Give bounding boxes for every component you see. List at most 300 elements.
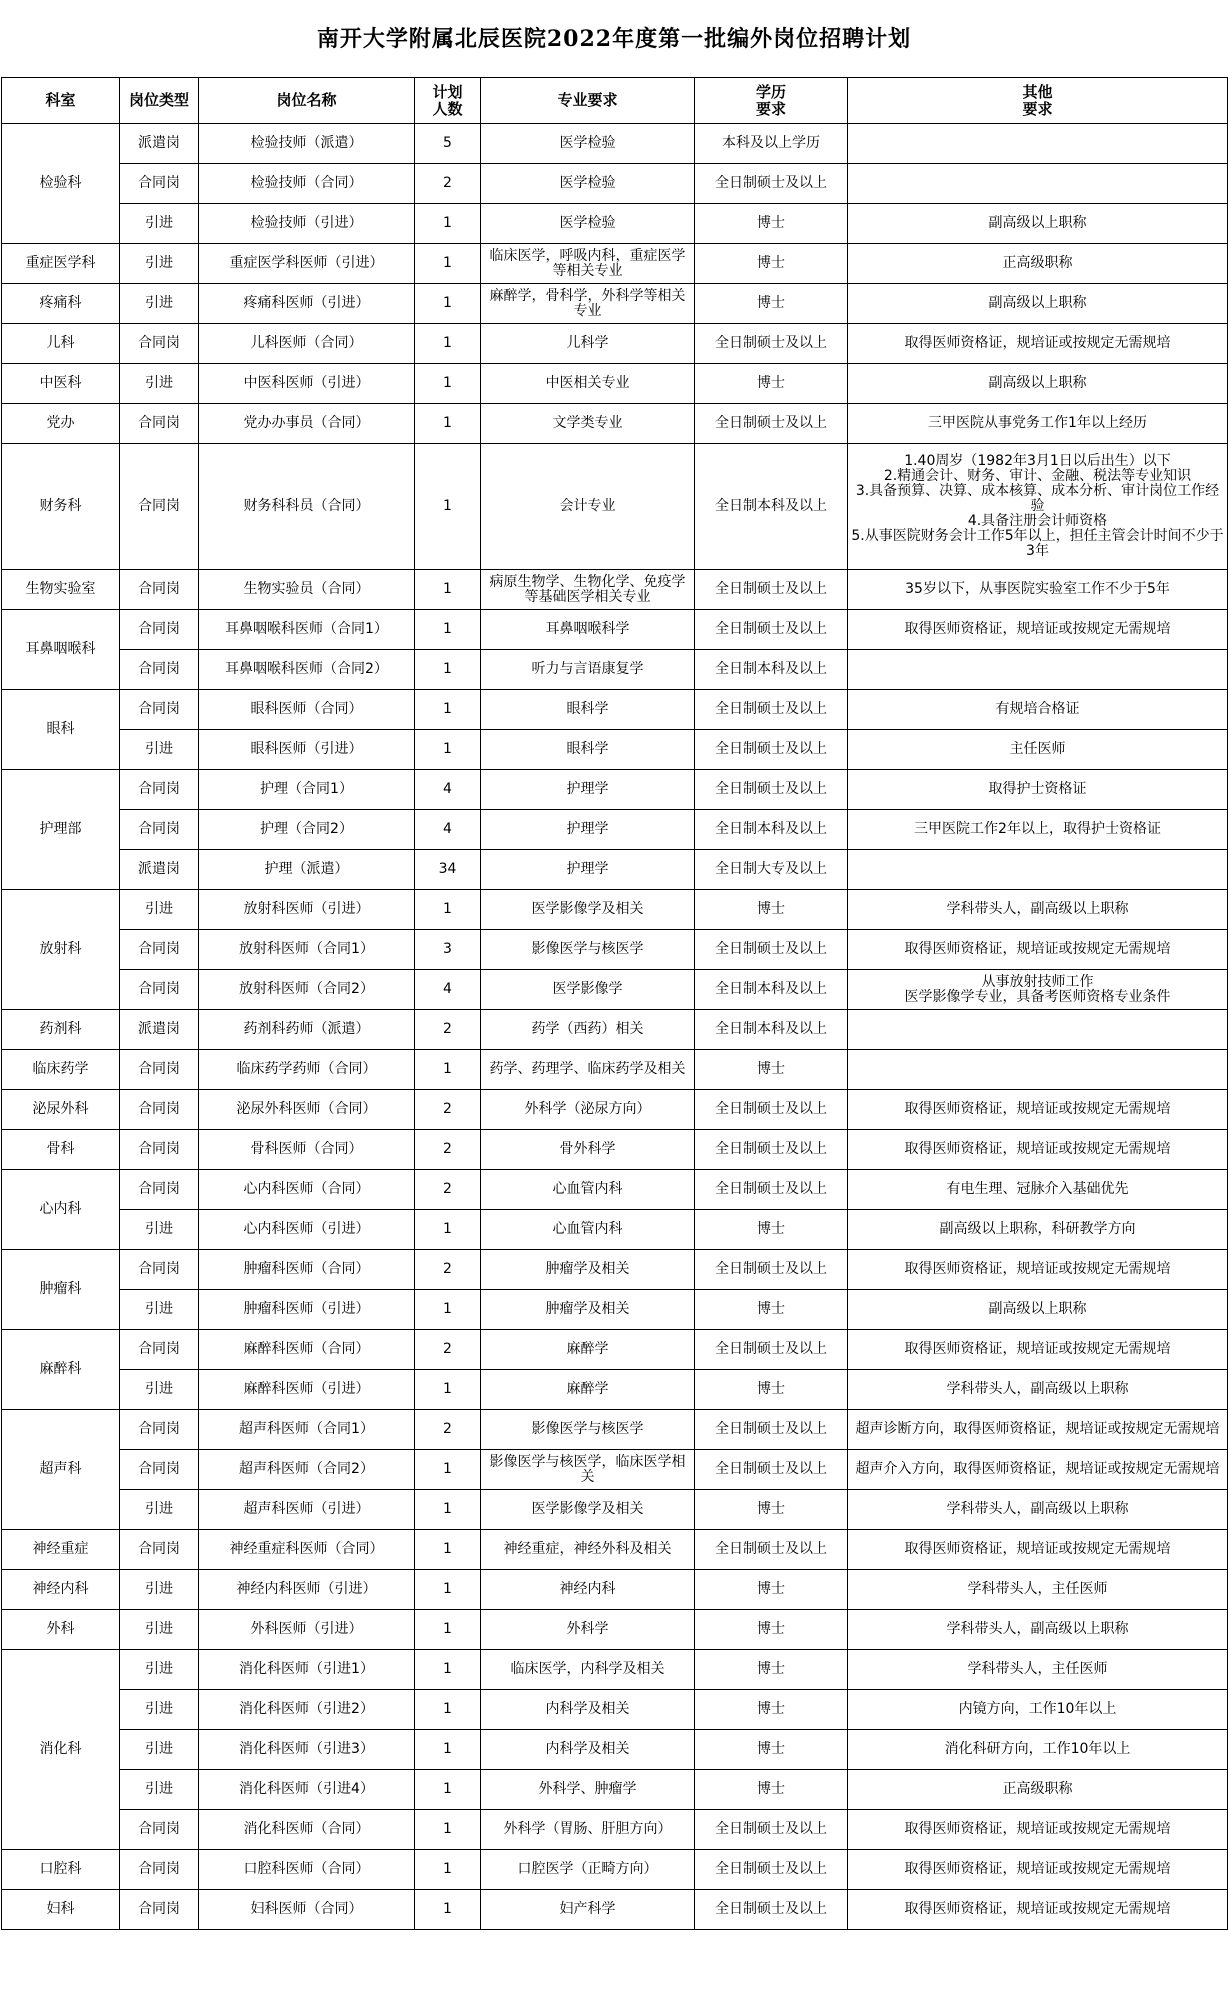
education-cell: 博士 — [695, 1490, 848, 1530]
post-type-cell: 合同岗 — [120, 1330, 199, 1370]
major-requirement-cell: 眼科学 — [481, 730, 695, 770]
table-row — [2, 1570, 1228, 1610]
department-cell: 耳鼻咽喉科 — [2, 610, 120, 690]
plan-count-cell: 2 — [415, 1090, 481, 1130]
table-body — [2, 124, 1228, 1930]
post-name-cell: 外科医师（引进） — [199, 1610, 415, 1650]
table-row — [2, 404, 1228, 444]
education-cell: 全日制硕士及以上 — [695, 1330, 848, 1370]
department-cell: 临床药学 — [2, 1050, 120, 1090]
post-name-cell: 消化科医师（引进2） — [199, 1690, 415, 1730]
education-cell: 博士 — [695, 1650, 848, 1690]
other-requirement-cell: 超声介入方向，取得医师资格证，规培证或按规定无需规培 — [848, 1450, 1228, 1490]
department-cell: 药剂科 — [2, 1010, 120, 1050]
education-cell: 全日制硕士及以上 — [695, 1850, 848, 1890]
table-row — [2, 1410, 1228, 1450]
table-row — [2, 1290, 1228, 1330]
department-cell: 骨科 — [2, 1130, 120, 1170]
plan-count-cell: 1 — [415, 890, 481, 930]
plan-count-cell: 1 — [415, 1370, 481, 1410]
plan-count-cell: 1 — [415, 1810, 481, 1850]
column-header: 岗位名称 — [199, 78, 415, 124]
department-cell: 肿瘤科 — [2, 1250, 120, 1330]
post-type-cell: 合同岗 — [120, 164, 199, 204]
post-name-cell: 消化科医师（合同） — [199, 1810, 415, 1850]
post-type-cell: 引进 — [120, 1610, 199, 1650]
post-type-cell: 合同岗 — [120, 1450, 199, 1490]
major-requirement-cell: 内科学及相关 — [481, 1730, 695, 1770]
major-requirement-cell: 神经重症，神经外科及相关 — [481, 1530, 695, 1570]
post-name-cell: 生物实验员（合同） — [199, 570, 415, 610]
post-name-cell: 中医科医师（引进） — [199, 364, 415, 404]
post-type-cell: 引进 — [120, 204, 199, 244]
education-cell: 博士 — [695, 1210, 848, 1250]
other-requirement-cell: 副高级以上职称 — [848, 284, 1228, 324]
department-cell: 泌尿外科 — [2, 1090, 120, 1130]
department-cell: 放射科 — [2, 890, 120, 1010]
major-requirement-cell: 儿科学 — [481, 324, 695, 364]
column-header: 学历 要求 — [695, 78, 848, 124]
other-requirement-cell: 从事放射技师工作 医学影像学专业，具备考医师资格专业条件 — [848, 970, 1228, 1010]
table-row — [2, 930, 1228, 970]
post-name-cell: 眼科医师（引进） — [199, 730, 415, 770]
department-cell: 检验科 — [2, 124, 120, 244]
education-cell: 全日制硕士及以上 — [695, 1410, 848, 1450]
plan-count-cell: 2 — [415, 1330, 481, 1370]
major-requirement-cell: 会计专业 — [481, 444, 695, 570]
education-cell: 博士 — [695, 1290, 848, 1330]
plan-count-cell: 1 — [415, 364, 481, 404]
plan-count-cell: 5 — [415, 124, 481, 164]
post-name-cell: 护理（合同2） — [199, 810, 415, 850]
post-type-cell: 合同岗 — [120, 930, 199, 970]
education-cell: 全日制硕士及以上 — [695, 770, 848, 810]
other-requirement-cell — [848, 1010, 1228, 1050]
table-row — [2, 124, 1228, 164]
plan-count-cell: 2 — [415, 1410, 481, 1450]
education-cell: 全日制大专及以上 — [695, 850, 848, 890]
post-name-cell: 消化科医师（引进4） — [199, 1770, 415, 1810]
department-cell: 神经内科 — [2, 1570, 120, 1610]
post-name-cell: 重症医学科医师（引进） — [199, 244, 415, 284]
major-requirement-cell: 影像医学与核医学，临床医学相关 — [481, 1450, 695, 1490]
table-row — [2, 1250, 1228, 1290]
department-cell: 重症医学科 — [2, 244, 120, 284]
post-name-cell: 放射科医师（引进） — [199, 890, 415, 930]
column-header: 计划 人数 — [415, 78, 481, 124]
education-cell: 全日制硕士及以上 — [695, 1090, 848, 1130]
education-cell: 全日制硕士及以上 — [695, 610, 848, 650]
other-requirement-cell: 内镜方向，工作10年以上 — [848, 1690, 1228, 1730]
post-name-cell: 财务科科员（合同） — [199, 444, 415, 570]
post-name-cell: 疼痛科医师（引进） — [199, 284, 415, 324]
education-cell: 全日制本科及以上 — [695, 810, 848, 850]
major-requirement-cell: 病原生物学、生物化学、免疫学等基础医学相关专业 — [481, 570, 695, 610]
post-type-cell: 引进 — [120, 890, 199, 930]
post-name-cell: 检验技师（合同） — [199, 164, 415, 204]
education-cell: 全日制硕士及以上 — [695, 324, 848, 364]
table-row — [2, 1730, 1228, 1770]
table-row — [2, 1890, 1228, 1930]
post-type-cell: 合同岗 — [120, 1530, 199, 1570]
education-cell: 全日制本科及以上 — [695, 444, 848, 570]
major-requirement-cell: 心血管内科 — [481, 1170, 695, 1210]
major-requirement-cell: 麻醉学 — [481, 1370, 695, 1410]
post-name-cell: 耳鼻咽喉科医师（合同2） — [199, 650, 415, 690]
plan-count-cell: 1 — [415, 244, 481, 284]
plan-count-cell: 1 — [415, 1770, 481, 1810]
post-type-cell: 合同岗 — [120, 1410, 199, 1450]
other-requirement-cell — [848, 1050, 1228, 1090]
major-requirement-cell: 医学影像学及相关 — [481, 1490, 695, 1530]
department-cell: 生物实验室 — [2, 570, 120, 610]
education-cell: 本科及以上学历 — [695, 124, 848, 164]
education-cell: 博士 — [695, 1730, 848, 1770]
column-header: 岗位类型 — [120, 78, 199, 124]
education-cell: 博士 — [695, 364, 848, 404]
other-requirement-cell — [848, 850, 1228, 890]
post-type-cell: 合同岗 — [120, 1250, 199, 1290]
post-type-cell: 合同岗 — [120, 1090, 199, 1130]
post-name-cell: 肿瘤科医师（引进） — [199, 1290, 415, 1330]
post-type-cell: 派遣岗 — [120, 1010, 199, 1050]
post-name-cell: 神经重症科医师（合同） — [199, 1530, 415, 1570]
table-row — [2, 1330, 1228, 1370]
post-name-cell: 消化科医师（引进3） — [199, 1730, 415, 1770]
plan-count-cell: 1 — [415, 570, 481, 610]
post-type-cell: 引进 — [120, 1570, 199, 1610]
plan-count-cell: 1 — [415, 1290, 481, 1330]
other-requirement-cell: 副高级以上职称 — [848, 204, 1228, 244]
plan-count-cell: 3 — [415, 930, 481, 970]
table-row — [2, 1810, 1228, 1850]
major-requirement-cell: 口腔医学（正畸方向） — [481, 1850, 695, 1890]
major-requirement-cell: 外科学（胃肠、肝胆方向） — [481, 1810, 695, 1850]
plan-count-cell: 1 — [415, 1690, 481, 1730]
education-cell: 博士 — [695, 244, 848, 284]
major-requirement-cell: 临床医学，内科学及相关 — [481, 1650, 695, 1690]
department-cell: 消化科 — [2, 1650, 120, 1850]
major-requirement-cell: 麻醉学，骨科学，外科学等相关专业 — [481, 284, 695, 324]
education-cell: 全日制硕士及以上 — [695, 1890, 848, 1930]
post-type-cell: 合同岗 — [120, 610, 199, 650]
table-row — [2, 730, 1228, 770]
post-name-cell: 消化科医师（引进1） — [199, 1650, 415, 1690]
other-requirement-cell: 三甲医院工作2年以上，取得护士资格证 — [848, 810, 1228, 850]
other-requirement-cell: 主任医师 — [848, 730, 1228, 770]
department-cell: 中医科 — [2, 364, 120, 404]
post-type-cell: 引进 — [120, 1770, 199, 1810]
other-requirement-cell: 正高级职称 — [848, 1770, 1228, 1810]
department-cell: 麻醉科 — [2, 1330, 120, 1410]
post-name-cell: 神经内科医师（引进） — [199, 1570, 415, 1610]
post-name-cell: 心内科医师（引进） — [199, 1210, 415, 1250]
post-name-cell: 口腔科医师（合同） — [199, 1850, 415, 1890]
major-requirement-cell: 心血管内科 — [481, 1210, 695, 1250]
plan-count-cell: 2 — [415, 1010, 481, 1050]
table-row — [2, 284, 1228, 324]
major-requirement-cell: 外科学 — [481, 1610, 695, 1650]
plan-count-cell: 1 — [415, 1450, 481, 1490]
post-type-cell: 合同岗 — [120, 1850, 199, 1890]
major-requirement-cell: 听力与言语康复学 — [481, 650, 695, 690]
education-cell: 博士 — [695, 204, 848, 244]
table-row — [2, 1850, 1228, 1890]
post-type-cell: 引进 — [120, 730, 199, 770]
other-requirement-cell: 副高级以上职称 — [848, 364, 1228, 404]
other-requirement-cell — [848, 124, 1228, 164]
other-requirement-cell: 学科带头人，副高级以上职称 — [848, 1370, 1228, 1410]
plan-count-cell: 2 — [415, 1250, 481, 1290]
post-type-cell: 合同岗 — [120, 810, 199, 850]
post-name-cell: 放射科医师（合同1） — [199, 930, 415, 970]
other-requirement-cell: 1.40周岁（1982年3月1日以后出生）以下 2.精通会计、财务、审计、金融、税法等专业知识 3.具备预算、决算、成本核算、成本分析、审计岗位工作经验 4.具备注册会计师资格 5.从事医院财务会计工作5年以上，担任主管会计时间不少于3年 — [848, 444, 1228, 570]
other-requirement-cell: 有规培合格证 — [848, 690, 1228, 730]
table-row — [2, 1530, 1228, 1570]
table-row — [2, 204, 1228, 244]
department-cell: 党办 — [2, 404, 120, 444]
major-requirement-cell: 医学影像学 — [481, 970, 695, 1010]
major-requirement-cell: 肿瘤学及相关 — [481, 1250, 695, 1290]
table-row — [2, 570, 1228, 610]
table-row — [2, 1210, 1228, 1250]
education-cell: 博士 — [695, 1570, 848, 1610]
major-requirement-cell: 护理学 — [481, 850, 695, 890]
education-cell: 全日制硕士及以上 — [695, 1810, 848, 1850]
table-row — [2, 364, 1228, 404]
other-requirement-cell: 消化科研方向，工作10年以上 — [848, 1730, 1228, 1770]
table-row — [2, 890, 1228, 930]
other-requirement-cell: 取得医师资格证，规培证或按规定无需规培 — [848, 1090, 1228, 1130]
plan-count-cell: 1 — [415, 324, 481, 364]
plan-count-cell: 2 — [415, 1130, 481, 1170]
major-requirement-cell: 肿瘤学及相关 — [481, 1290, 695, 1330]
plan-count-cell: 2 — [415, 164, 481, 204]
major-requirement-cell: 护理学 — [481, 810, 695, 850]
post-type-cell: 合同岗 — [120, 970, 199, 1010]
other-requirement-cell: 学科带头人，主任医师 — [848, 1570, 1228, 1610]
other-requirement-cell: 取得医师资格证，规培证或按规定无需规培 — [848, 1130, 1228, 1170]
post-name-cell: 检验技师（引进） — [199, 204, 415, 244]
post-type-cell: 合同岗 — [120, 690, 199, 730]
post-name-cell: 党办办事员（合同） — [199, 404, 415, 444]
table-row — [2, 1370, 1228, 1410]
page-title: 南开大学附属北辰医院2022年度第一批编外岗位招聘计划 — [316, 26, 912, 52]
education-cell: 全日制硕士及以上 — [695, 1530, 848, 1570]
post-name-cell: 检验技师（派遣） — [199, 124, 415, 164]
education-cell: 全日制硕士及以上 — [695, 570, 848, 610]
education-cell: 全日制硕士及以上 — [695, 164, 848, 204]
plan-count-cell: 1 — [415, 1890, 481, 1930]
education-cell: 博士 — [695, 1610, 848, 1650]
post-type-cell: 引进 — [120, 244, 199, 284]
table-row — [2, 1450, 1228, 1490]
department-cell: 外科 — [2, 1610, 120, 1650]
major-requirement-cell: 内科学及相关 — [481, 1690, 695, 1730]
plan-count-cell: 34 — [415, 850, 481, 890]
other-requirement-cell: 取得医师资格证，规培证或按规定无需规培 — [848, 610, 1228, 650]
plan-count-cell: 1 — [415, 1730, 481, 1770]
education-cell: 全日制本科及以上 — [695, 1010, 848, 1050]
post-type-cell: 引进 — [120, 284, 199, 324]
major-requirement-cell: 文学类专业 — [481, 404, 695, 444]
major-requirement-cell: 临床医学，呼吸内科，重症医学等相关专业 — [481, 244, 695, 284]
post-name-cell: 超声科医师（引进） — [199, 1490, 415, 1530]
plan-count-cell: 1 — [415, 730, 481, 770]
post-type-cell: 引进 — [120, 1490, 199, 1530]
plan-count-cell: 1 — [415, 1610, 481, 1650]
department-cell: 超声科 — [2, 1410, 120, 1530]
plan-count-cell: 1 — [415, 1050, 481, 1090]
table-row — [2, 1610, 1228, 1650]
major-requirement-cell: 医学检验 — [481, 124, 695, 164]
post-type-cell: 派遣岗 — [120, 850, 199, 890]
table-row — [2, 1010, 1228, 1050]
major-requirement-cell: 医学影像学及相关 — [481, 890, 695, 930]
education-cell: 全日制硕士及以上 — [695, 404, 848, 444]
recruitment-table — [1, 77, 1228, 1930]
post-name-cell: 放射科医师（合同2） — [199, 970, 415, 1010]
post-name-cell: 心内科医师（合同） — [199, 1170, 415, 1210]
table-row — [2, 1650, 1228, 1690]
plan-count-cell: 1 — [415, 1490, 481, 1530]
major-requirement-cell: 医学检验 — [481, 204, 695, 244]
post-name-cell: 麻醉科医师（合同） — [199, 1330, 415, 1370]
post-type-cell: 合同岗 — [120, 1130, 199, 1170]
post-type-cell: 合同岗 — [120, 1050, 199, 1090]
other-requirement-cell: 取得医师资格证，规培证或按规定无需规培 — [848, 1850, 1228, 1890]
post-type-cell: 合同岗 — [120, 770, 199, 810]
post-type-cell: 合同岗 — [120, 650, 199, 690]
post-type-cell: 引进 — [120, 364, 199, 404]
other-requirement-cell: 有电生理、冠脉介入基础优先 — [848, 1170, 1228, 1210]
table-row — [2, 1170, 1228, 1210]
post-type-cell: 派遣岗 — [120, 124, 199, 164]
education-cell: 博士 — [695, 1050, 848, 1090]
education-cell: 全日制硕士及以上 — [695, 930, 848, 970]
department-cell: 眼科 — [2, 690, 120, 770]
table-row — [2, 970, 1228, 1010]
plan-count-cell: 1 — [415, 444, 481, 570]
table-row — [2, 1690, 1228, 1730]
post-type-cell: 合同岗 — [120, 324, 199, 364]
major-requirement-cell: 外科学、肿瘤学 — [481, 1770, 695, 1810]
plan-count-cell: 1 — [415, 1570, 481, 1610]
department-cell: 心内科 — [2, 1170, 120, 1250]
major-requirement-cell: 药学（西药）相关 — [481, 1010, 695, 1050]
major-requirement-cell: 影像医学与核医学 — [481, 930, 695, 970]
other-requirement-cell: 取得医师资格证，规培证或按规定无需规培 — [848, 324, 1228, 364]
plan-count-cell: 1 — [415, 690, 481, 730]
department-cell: 神经重症 — [2, 1530, 120, 1570]
department-cell: 妇科 — [2, 1890, 120, 1930]
other-requirement-cell — [848, 164, 1228, 204]
major-requirement-cell: 影像医学与核医学 — [481, 1410, 695, 1450]
education-cell: 全日制硕士及以上 — [695, 1170, 848, 1210]
plan-count-cell: 1 — [415, 1210, 481, 1250]
table-row — [2, 610, 1228, 650]
post-name-cell: 药剂科药师（派遣） — [199, 1010, 415, 1050]
table-row — [2, 1090, 1228, 1130]
other-requirement-cell: 取得医师资格证，规培证或按规定无需规培 — [848, 1330, 1228, 1370]
post-name-cell: 眼科医师（合同） — [199, 690, 415, 730]
post-type-cell: 引进 — [120, 1290, 199, 1330]
education-cell: 全日制硕士及以上 — [695, 1450, 848, 1490]
plan-count-cell: 1 — [415, 650, 481, 690]
table-row — [2, 244, 1228, 284]
plan-count-cell: 1 — [415, 610, 481, 650]
table-row — [2, 444, 1228, 570]
post-type-cell: 合同岗 — [120, 1810, 199, 1850]
post-name-cell: 护理（合同1） — [199, 770, 415, 810]
post-type-cell: 引进 — [120, 1210, 199, 1250]
table-row — [2, 690, 1228, 730]
plan-count-cell: 1 — [415, 404, 481, 444]
department-cell: 财务科 — [2, 444, 120, 570]
education-cell: 博士 — [695, 1770, 848, 1810]
post-type-cell: 合同岗 — [120, 404, 199, 444]
major-requirement-cell: 外科学（泌尿方向） — [481, 1090, 695, 1130]
plan-count-cell: 4 — [415, 970, 481, 1010]
post-type-cell: 合同岗 — [120, 1890, 199, 1930]
education-cell: 博士 — [695, 1690, 848, 1730]
table-row — [2, 1770, 1228, 1810]
other-requirement-cell: 三甲医院从事党务工作1年以上经历 — [848, 404, 1228, 444]
plan-count-cell: 1 — [415, 1650, 481, 1690]
major-requirement-cell: 骨外科学 — [481, 1130, 695, 1170]
table-row — [2, 770, 1228, 810]
plan-count-cell: 1 — [415, 284, 481, 324]
major-requirement-cell: 神经内科 — [481, 1570, 695, 1610]
plan-count-cell: 2 — [415, 1170, 481, 1210]
post-name-cell: 肿瘤科医师（合同） — [199, 1250, 415, 1290]
post-name-cell: 超声科医师（合同1） — [199, 1410, 415, 1450]
plan-count-cell: 4 — [415, 770, 481, 810]
post-name-cell: 妇科医师（合同） — [199, 1890, 415, 1930]
education-cell: 全日制硕士及以上 — [695, 690, 848, 730]
other-requirement-cell: 学科带头人，副高级以上职称 — [848, 1490, 1228, 1530]
other-requirement-cell: 取得医师资格证，规培证或按规定无需规培 — [848, 1530, 1228, 1570]
plan-count-cell: 1 — [415, 1530, 481, 1570]
major-requirement-cell: 耳鼻咽喉科学 — [481, 610, 695, 650]
post-type-cell: 引进 — [120, 1370, 199, 1410]
post-type-cell: 合同岗 — [120, 1170, 199, 1210]
major-requirement-cell: 医学检验 — [481, 164, 695, 204]
post-type-cell: 引进 — [120, 1730, 199, 1770]
other-requirement-cell: 学科带头人，主任医师 — [848, 1650, 1228, 1690]
department-cell: 儿科 — [2, 324, 120, 364]
department-cell: 口腔科 — [2, 1850, 120, 1890]
column-header: 科室 — [2, 78, 120, 124]
major-requirement-cell: 眼科学 — [481, 690, 695, 730]
education-cell: 全日制本科及以上 — [695, 650, 848, 690]
other-requirement-cell: 35岁以下，从事医院实验室工作不少于5年 — [848, 570, 1228, 610]
education-cell: 博士 — [695, 1370, 848, 1410]
table-row — [2, 164, 1228, 204]
major-requirement-cell: 护理学 — [481, 770, 695, 810]
education-cell: 全日制硕士及以上 — [695, 1130, 848, 1170]
other-requirement-cell: 正高级职称 — [848, 244, 1228, 284]
major-requirement-cell: 妇产科学 — [481, 1890, 695, 1930]
other-requirement-cell: 副高级以上职称，科研教学方向 — [848, 1210, 1228, 1250]
table-row — [2, 810, 1228, 850]
education-cell: 全日制硕士及以上 — [695, 730, 848, 770]
column-header: 其他 要求 — [848, 78, 1228, 124]
plan-count-cell: 4 — [415, 810, 481, 850]
table-header-row — [2, 78, 1228, 124]
education-cell: 全日制硕士及以上 — [695, 1250, 848, 1290]
education-cell: 全日制本科及以上 — [695, 970, 848, 1010]
